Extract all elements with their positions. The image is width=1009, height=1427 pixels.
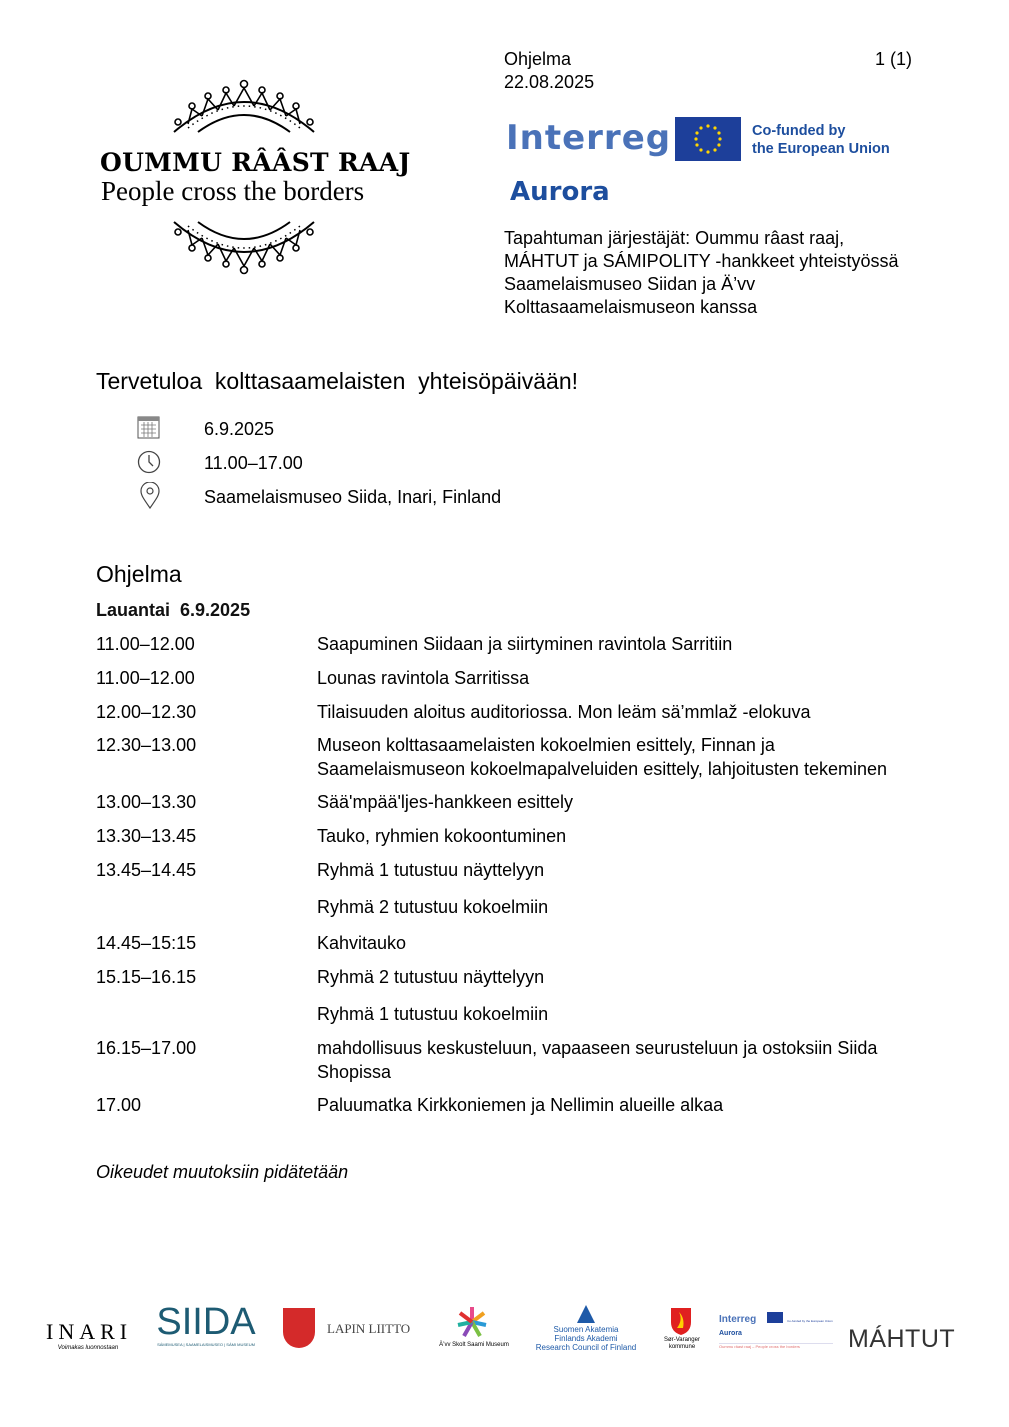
program-description: Paluumatka Kirkkoniemen ja Nellimin alueille alkaa <box>317 1095 724 1115</box>
mahtut-logo: MÁHTUT <box>848 1325 956 1353</box>
doc-date: 22.08.2025 <box>504 72 595 92</box>
lapland-coat-of-arms-icon <box>283 1308 315 1348</box>
page-number: 1 (1) <box>875 49 913 69</box>
ornament-bottom-icon <box>168 218 320 278</box>
mini-tagline: Oummu râast raaj – People cross the borders <box>719 1343 833 1349</box>
clock-icon <box>137 450 161 474</box>
mini-aurora-text: Aurora <box>719 1330 742 1337</box>
program-time: 16.15–17.00 <box>96 1038 197 1058</box>
doc-type: Ohjelma <box>504 49 572 69</box>
ornament-top-icon <box>168 76 320 136</box>
siida-logo-sub: SÁMEMUSEA | SAAMELAISMUSEO | SÁMI MUSEUM <box>157 1342 255 1347</box>
program-description: Sää'mpää'ljes-hankkeen esittely <box>317 792 574 812</box>
program-time: 12.30–13.00 <box>96 735 197 755</box>
inari-logo-sub: Voimakas luonnostaan <box>57 1345 119 1351</box>
program-time: 17.00 <box>96 1095 142 1115</box>
program-description: Tilaisuuden aloitus auditoriossa. Mon leäm sä’mmlaž -elokuva <box>317 702 811 722</box>
program-time: 13.30–13.45 <box>96 826 197 846</box>
disclaimer-note: Oikeudet muutoksiin pidätetään <box>96 1162 349 1182</box>
mini-cofund-text: Co-funded by the European Union <box>787 1319 833 1323</box>
logo-title: OUMMU RÂÂST RAAJ <box>100 148 411 177</box>
program-description: Ryhmä 1 tutustuu kokoelmiin <box>317 1004 549 1024</box>
organizers-line: Kolttasaamelaismuseon kanssa <box>504 297 758 317</box>
event-heading: Tervetuloa kolttasaamelaisten yhteisöpäivään! <box>96 368 579 394</box>
program-heading: Ohjelma <box>96 561 182 587</box>
program-description: Kahvitauko <box>317 933 407 953</box>
event-time: 11.00–17.00 <box>204 453 303 473</box>
siida-logo <box>150 1302 262 1347</box>
program-description: Saapuminen Siidaan ja siirtyminen ravintola Sarritiin <box>317 634 733 654</box>
event-date: 6.9.2025 <box>204 419 275 439</box>
program-description: Ryhmä 2 tutustuu näyttelyyn <box>317 967 545 987</box>
sor-varanger-shield-icon <box>669 1306 693 1336</box>
sor-varanger-logo <box>656 1337 708 1351</box>
mini-interreg-logo <box>719 1309 833 1349</box>
program-description: Tauko, ryhmien kokoontuminen <box>317 826 567 846</box>
program-day: Lauantai 6.9.2025 <box>96 600 251 620</box>
lapin-liitto-logo: LAPIN LIITTO <box>327 1321 411 1336</box>
academy-line: Finlands Akademi <box>554 1334 618 1343</box>
inari-logo <box>46 1305 133 1351</box>
mini-interreg-text: Interreg <box>719 1314 757 1325</box>
location-pin-icon <box>139 482 161 510</box>
program-description: Lounas ravintola Sarritissa <box>317 668 530 688</box>
inari-logo-text: INARI <box>46 1319 133 1344</box>
program-description: Ryhmä 2 tutustuu kokoelmiin <box>317 897 549 917</box>
organizers-line: Tapahtuman järjestäjät: Oummu râast raaj, <box>504 228 845 248</box>
academy-triangle-icon <box>576 1304 596 1324</box>
organizers-line: Saamelaismuseo Siidan ja Ä’vv <box>504 274 756 294</box>
cofunded-line1: Co-funded by <box>752 123 846 139</box>
avv-museum-flower-icon <box>456 1305 488 1339</box>
interreg-logo: Interreg <box>506 118 672 158</box>
siida-logo-text: SIIDA <box>156 1301 256 1343</box>
program-time: 13.45–14.45 <box>96 860 197 880</box>
sor-line: Sør-Varanger <box>664 1337 700 1343</box>
avv-museum-label: Ä’vv Skolt Saami Museum <box>439 1342 509 1348</box>
organizers <box>504 227 898 319</box>
program-time: 12.00–12.30 <box>96 702 197 722</box>
organizers-line: MÁHTUT ja SÁMIPOLITY -hankkeet yhteistyössä <box>504 251 899 271</box>
event-location: Saamelaismuseo Siida, Inari, Finland <box>204 487 502 507</box>
logo-subtitle: People cross the borders <box>101 176 365 206</box>
program-time: 15.15–16.15 <box>96 967 197 987</box>
eu-flag-icon <box>675 117 741 161</box>
academy-line: Research Council of Finland <box>535 1343 637 1352</box>
cofunded-line2: the European Union <box>752 141 890 157</box>
mini-eu-flag-icon <box>767 1312 783 1323</box>
aurora-label: Aurora <box>510 177 610 207</box>
calendar-icon <box>137 416 161 440</box>
program-description: Ryhmä 1 tutustuu näyttelyyn <box>317 860 545 880</box>
program-time: 11.00–12.00 <box>96 668 195 688</box>
program-time: 13.00–13.30 <box>96 792 197 812</box>
program-time: 11.00–12.00 <box>96 634 195 654</box>
program-time: 14.45–15:15 <box>96 933 197 953</box>
academy-line: Suomen Akatemia <box>553 1325 619 1334</box>
program-description: mahdollisuus keskusteluun, vapaaseen seurusteluun ja ostoksiin Siida Shopissa <box>317 1038 878 1082</box>
program-description: Museon kolttasaamelaisten kokoelmien esittely, Finnan ja Saamelaismuseon kokoelmapalveluiden esittely, lahjoitusten tekeminen <box>317 735 887 779</box>
academy-logo <box>530 1325 642 1352</box>
sor-line: kommune <box>668 1344 696 1350</box>
